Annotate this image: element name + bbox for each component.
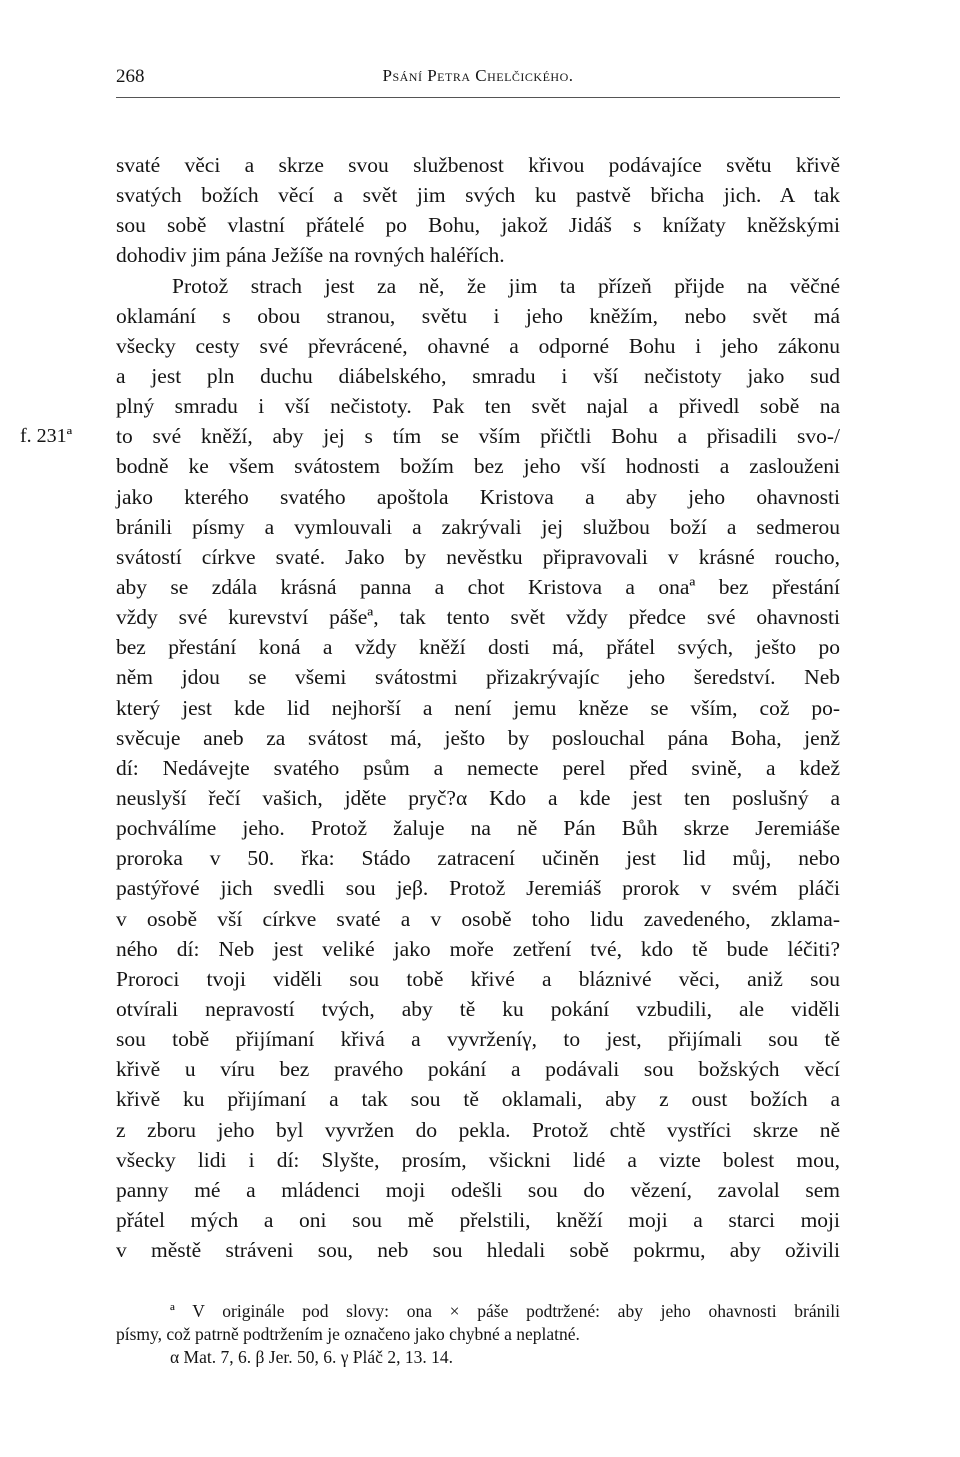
- header-rule: [116, 97, 840, 98]
- text-line: proroka v 50. řka: Stádo zatracení učiněn jest lid můj, nebo: [116, 846, 840, 871]
- footnotes: [116, 1300, 840, 1369]
- text-line: v městě stráveni sou, neb sou hledali sobě pokrmu, aby oživili: [116, 1238, 840, 1263]
- text-line: křivě u víru bez pravého pokání a podávali sou božských věcí: [116, 1057, 840, 1082]
- text-line: pochválíme jeho. Protož žaluje na ně Pán Bůh skrze Jeremiáše: [116, 816, 840, 841]
- text-line: Protož strach jest za ně, že jim ta přízeň přijde na věčné: [172, 273, 840, 298]
- text-line: Proroci tvoji viděli sou tobě křivé a bláznivé věci, aniž sou: [116, 966, 840, 991]
- footnote-line: ª V originále pod slovy: ona × páše podtržené: aby jeho ohavnosti bránili: [170, 1301, 840, 1321]
- text-line: svátostí církve svaté. Jako by nevěstku připravovali v krásné roucho,: [116, 544, 840, 569]
- text-line: v osobě vší církve svaté a v osobě toho lidu zavedeného, zklama-: [116, 906, 840, 931]
- text-line: všecky cesty své převrácené, ohavné a odporné Bohu i jeho zákonu: [116, 333, 840, 358]
- text-line-content: to své kněží, aby jej s tím se vším přičtli Bohu a přisadili svo-/: [116, 424, 840, 449]
- text-line: pastýřové jich svedli sou jeβ. Protož Jeremiáš prorok v svém pláči: [116, 876, 840, 901]
- text-line: dí: Nedávejte svatého psům a nemecte perel před svině, a kdež: [116, 755, 840, 780]
- text-line: bez přestání koná a vždy kněží dosti má, přátel svých, ješto po: [116, 635, 840, 660]
- text-line: něm jdou se všemi svátostmi přizakrývajíc jeho šeredství. Neb: [116, 665, 840, 690]
- text-line: přátel mých a oni sou mě přelstili, kněží moji a starci moji: [116, 1207, 840, 1232]
- text-line: sou tobě přijímaní křivá a vyvrženíγ, to jest, přijímali sou tě: [116, 1027, 840, 1052]
- footnote-line: písmy, což patrně podtržením je označeno jako chybné a neplatné.: [116, 1324, 580, 1344]
- text-line: plný smradu i vší nečistoty. Pak ten svět najal a přivedl sobě na: [116, 394, 840, 419]
- text-line: bránili písmy a vymlouvali a zakrývali jej službou boží a sedmerou: [116, 514, 840, 539]
- text-line: svatých božích věcí a svět jim svých ku pastvě břicha jich. A tak: [116, 183, 840, 208]
- footnote-line: α Mat. 7, 6. β Jer. 50, 6. γ Pláč 2, 13. 14.: [170, 1347, 453, 1367]
- folio-margin-note: f. 231ª: [20, 425, 73, 448]
- text-line: dohodiv jim pána Ježíše na rovných haléřích.: [116, 243, 505, 268]
- text-line: bodně ke všem svátostem božím bez jeho vší hodnosti a zaslouženi: [116, 454, 840, 479]
- page-number: 268: [116, 66, 145, 87]
- text-line: aby se zdála krásná panna a chot Kristova a onaª bez přestání: [116, 574, 840, 599]
- text-line: který jest kde lid nejhorší a není jemu kněze se vším, což po-: [116, 695, 840, 720]
- text-line: oklamání s obou stranou, světu i jeho kněžím, nebo svět má: [116, 303, 840, 328]
- text-line: svěcuje aneb za svátost má, ješto by poslouchal pána Boha, jenž: [116, 725, 840, 750]
- text-line: svaté věci a skrze svou službenost křivou podávajíce světu křivě: [116, 153, 840, 177]
- text-line: ného dí: Neb jest veliké jako moře zetření tvé, kdo tě bude léčiti?: [116, 936, 840, 961]
- text-line: z zboru jeho byl vyvržen do pekla. Protož chtě vystříci skrze ně: [116, 1117, 840, 1142]
- text-line: sou sobě vlastní přátelé po Bohu, jakož Jidáš s knížaty kněžskými: [116, 213, 840, 238]
- text-line: všecky lidi i dí: Slyšte, prosím, všickni lidé a vizte bolest mou,: [116, 1147, 840, 1172]
- page-header: [116, 60, 840, 96]
- text-line: křivě ku přijímaní a tak sou tě oklamali, aby z oust božích a: [116, 1087, 840, 1112]
- text-line: [20, 421, 840, 451]
- text-line: jako kterého svatého apoštola Kristova a aby jeho ohavnosti: [116, 484, 840, 509]
- body-text: [20, 150, 840, 1265]
- text-line: otvírali nepravostí tvých, aby tě ku pokání vzbudili, ale viděli: [116, 996, 840, 1021]
- running-title: Psání Petra Chelčického.: [382, 66, 574, 85]
- text-line: a jest pln duchu diábelského, smradu i vší nečistoty jako sud: [116, 363, 840, 388]
- text-line: vždy své kurevství pášeª, tak tento svět vždy předce své ohavnosti: [116, 605, 840, 630]
- text-line: panny mé a mládenci moji odešli sou do vězení, zavolal sem: [116, 1177, 840, 1202]
- text-line: neuslyší řečí vašich, jděte pryč?α Kdo a kde jest ten poslušný a: [116, 785, 840, 810]
